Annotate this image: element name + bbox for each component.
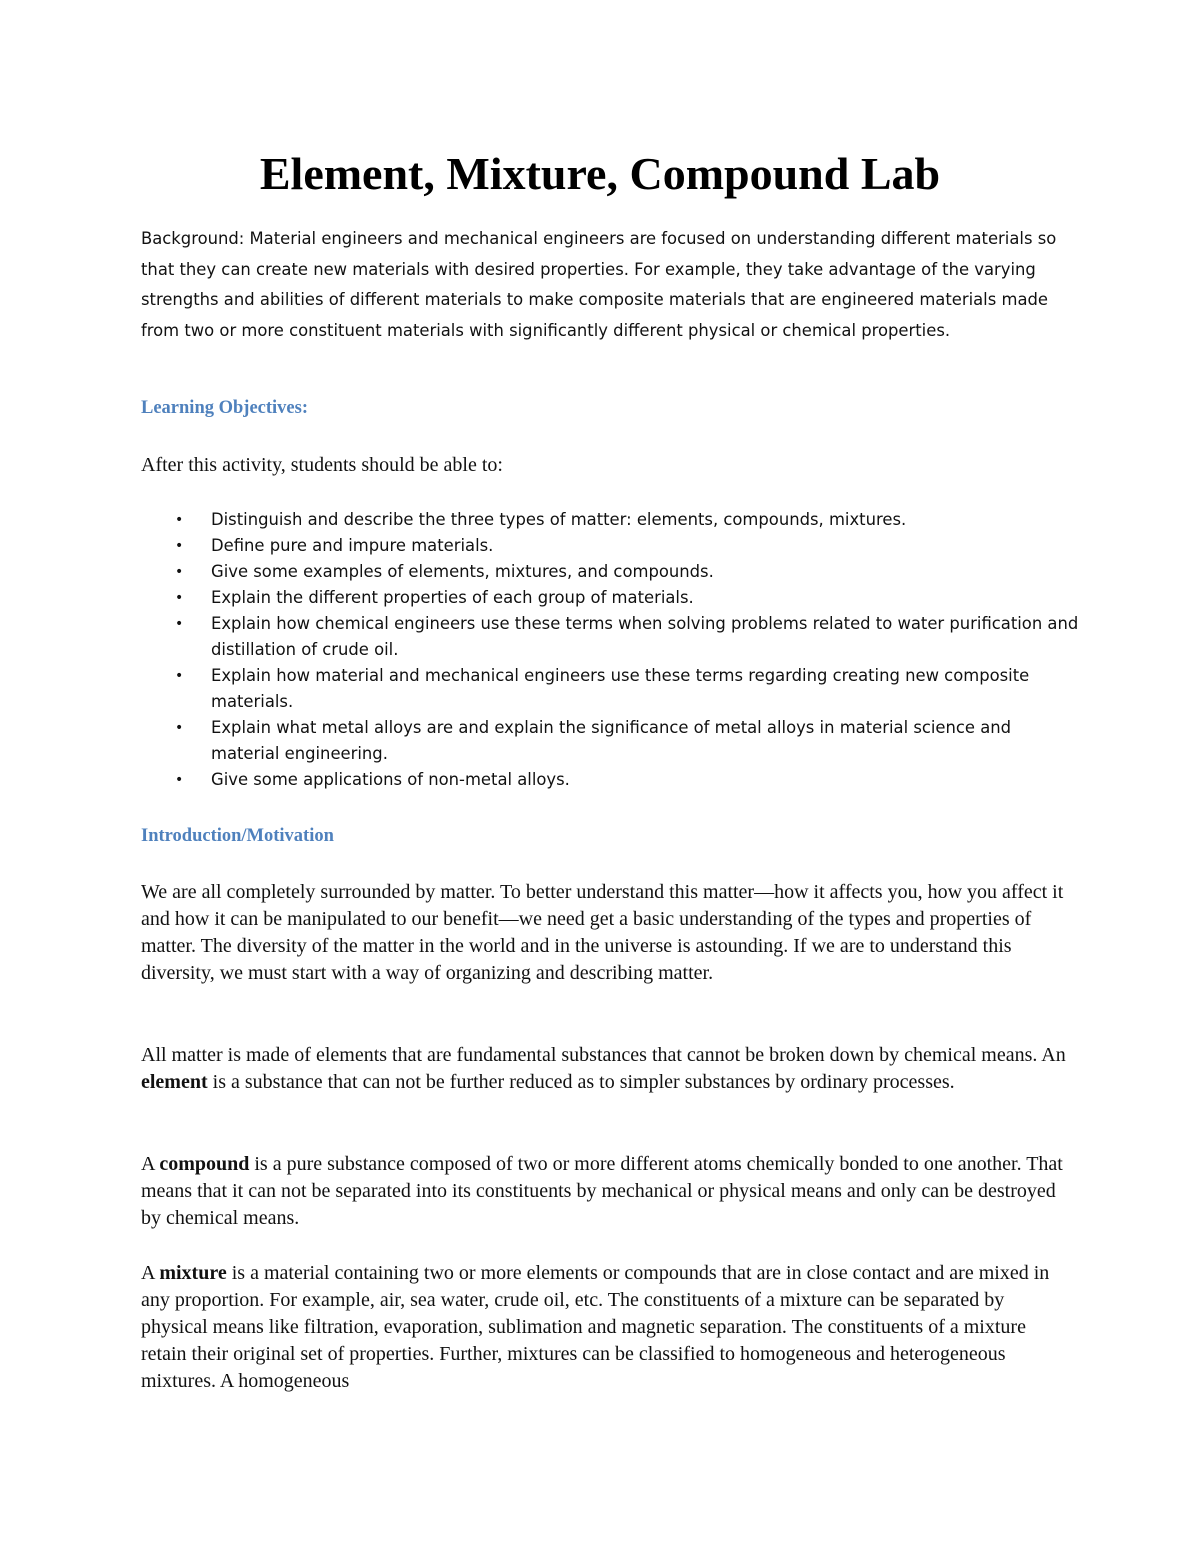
element-paragraph bbox=[141, 1042, 1071, 1096]
document-title: Element, Mixture, Compound Lab bbox=[259, 148, 941, 199]
bullet-icon: • bbox=[175, 538, 184, 554]
list-item bbox=[141, 663, 1081, 715]
compound-text-after: is a pure substance composed of two or more different atoms chemically bonded to one another. That means that it can not be separated into its constituents by mechanical or physical means and only can be destroyed by chemical means. bbox=[141, 1153, 1063, 1229]
bullet-icon: • bbox=[175, 512, 184, 528]
list-item bbox=[141, 559, 1081, 585]
compound-term: compound bbox=[159, 1153, 250, 1175]
objectives-list bbox=[141, 507, 1081, 793]
list-item bbox=[141, 611, 1081, 663]
list-item bbox=[141, 585, 1081, 611]
bullet-icon: • bbox=[175, 668, 184, 684]
bullet-icon: • bbox=[175, 772, 184, 788]
element-term: element bbox=[141, 1071, 208, 1093]
objective-text: Define pure and impure materials. bbox=[211, 536, 494, 555]
element-text-after: is a substance that can not be further reduced as to simpler substances by ordinary processes. bbox=[207, 1071, 955, 1093]
objective-text: Explain how chemical engineers use these terms when solving problems related to water purification and distillation of crude oil. bbox=[211, 614, 1079, 659]
compound-paragraph bbox=[141, 1151, 1071, 1232]
list-item bbox=[141, 533, 1081, 559]
objective-text: Explain the different properties of each group of materials. bbox=[211, 588, 694, 607]
mixture-paragraph bbox=[141, 1260, 1071, 1395]
mixture-text-before: A bbox=[141, 1262, 160, 1284]
bullet-icon: • bbox=[175, 616, 184, 632]
mixture-text-after: is a material containing two or more elements or compounds that are in close contact and are mixed in any proportion. For example, air, sea water, crude oil, etc. The constituents of a mixture can be separated by physical means like filtration, evaporation, sublimation and magnetic separation. The constituents of a mixture retain their original set of properties. Further, mixtures can be classified to homogeneous and heterogeneous mixtures. A homogeneous bbox=[141, 1262, 1050, 1392]
mixture-term: mixture bbox=[159, 1262, 227, 1284]
objective-text: Explain how material and mechanical engineers use these terms regarding creating new composite materials. bbox=[211, 666, 1030, 711]
list-item bbox=[141, 715, 1081, 767]
objective-text: Give some examples of elements, mixtures, and compounds. bbox=[211, 562, 714, 581]
intro-paragraph: We are all completely surrounded by matter. To better understand this matter—how it affects you, how you affect it and how it can be manipulated to our benefit—we need get a basic understanding of the types and properties of matter. The diversity of the matter in the world and in the universe is astounding. If we are to understand this diversity, we must start with a way of organizing and describing matter. bbox=[141, 881, 1064, 984]
list-item bbox=[141, 767, 1081, 793]
bullet-icon: • bbox=[175, 564, 184, 580]
objectives-lead: After this activity, students should be able to: bbox=[141, 454, 503, 476]
bullet-icon: • bbox=[175, 720, 184, 736]
learning-objectives-heading: Learning Objectives: bbox=[141, 398, 308, 418]
objective-text: Explain what metal alloys are and explain the significance of metal alloys in material science and material engineering. bbox=[211, 718, 1012, 763]
objective-text: Distinguish and describe the three types of matter: elements, compounds, mixtures. bbox=[211, 510, 907, 529]
element-text-before: All matter is made of elements that are fundamental substances that cannot be broken down by chemical means. An bbox=[141, 1044, 1066, 1066]
introduction-heading: Introduction/Motivation bbox=[141, 826, 334, 846]
background-paragraph: Background: Material engineers and mechanical engineers are focused on understanding different materials so that they can create new materials with desired properties. For example, they take advantage of the varying strengths and abilities of different materials to make composite materials that are engineered materials made from two or more constituent materials with significantly different physical or chemical properties. bbox=[141, 229, 1057, 340]
objective-text: Give some applications of non-metal alloys. bbox=[211, 770, 570, 789]
bullet-icon: • bbox=[175, 590, 184, 606]
compound-text-before: A bbox=[141, 1153, 160, 1175]
list-item bbox=[141, 507, 1081, 533]
